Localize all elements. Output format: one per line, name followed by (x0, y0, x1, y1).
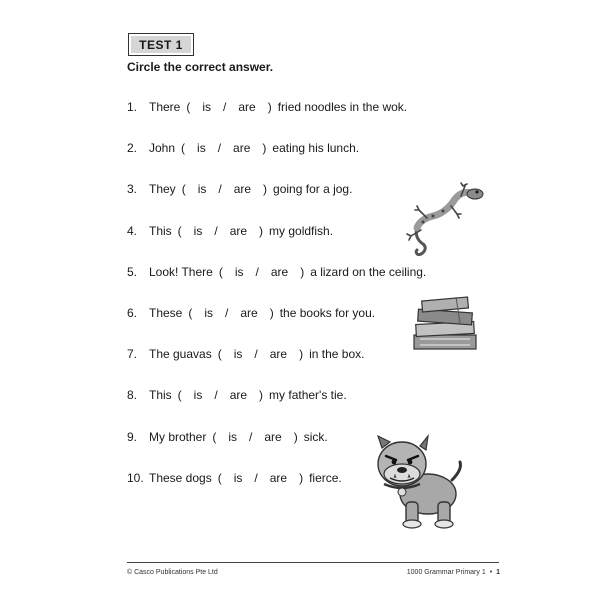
sentence-end: the books for you. (279, 306, 376, 320)
question-number: 6. (127, 306, 138, 320)
test-label-text: TEST 1 (139, 37, 183, 52)
question-row (127, 100, 407, 114)
option-is[interactable]: is (233, 347, 243, 361)
sentence-end: my goldfish. (269, 224, 334, 238)
question-number: 9. (127, 430, 138, 444)
sentence-end: sick. (303, 430, 328, 444)
open-bracket: ( (218, 265, 223, 279)
open-bracket: ( (188, 306, 193, 320)
option-slash: / (225, 306, 229, 320)
option-are[interactable]: are (238, 100, 256, 114)
close-bracket: ) (293, 430, 298, 444)
sentence-end: in the box. (309, 347, 365, 361)
books-illustration (410, 293, 482, 353)
close-bracket: ) (269, 306, 274, 320)
question-row (127, 265, 426, 279)
option-are[interactable]: are (270, 265, 289, 279)
close-bracket: ) (262, 141, 267, 155)
sentence-start: These (149, 306, 183, 320)
option-is[interactable]: is (233, 471, 243, 485)
option-slash: / (254, 347, 258, 361)
open-bracket: ( (181, 141, 186, 155)
option-is[interactable]: is (197, 141, 206, 155)
option-slash: / (254, 471, 258, 485)
open-bracket: ( (217, 471, 222, 485)
sentence-end: my father's tie. (269, 388, 347, 402)
sentence-end: a lizard on the ceiling. (310, 265, 427, 279)
question-number: 2. (127, 141, 138, 155)
sentence-end: going for a jog. (273, 182, 353, 196)
question-row (127, 388, 347, 402)
sentence-start: They (149, 182, 176, 196)
close-bracket: ) (259, 388, 264, 402)
page-number: 1 (496, 569, 500, 576)
option-slash: / (214, 388, 218, 402)
bulldog-illustration (372, 430, 468, 530)
question-row (127, 224, 333, 238)
option-are[interactable]: are (269, 471, 288, 485)
option-slash: / (223, 100, 227, 114)
test-label (128, 33, 194, 56)
option-slash: / (214, 224, 218, 238)
close-bracket: ) (267, 100, 272, 114)
option-are[interactable]: are (264, 430, 282, 444)
option-are[interactable]: are (229, 224, 248, 238)
open-bracket: ( (177, 224, 182, 238)
sentence-start: John (149, 141, 176, 155)
sentence-start: These dogs (149, 471, 212, 485)
sentence-start: Look! There (149, 265, 213, 279)
gecko-illustration (403, 180, 485, 260)
option-are[interactable]: are (233, 182, 252, 196)
question-number: 8. (127, 388, 138, 402)
question-number: 5. (127, 265, 138, 279)
instruction: Circle the correct answer. (127, 60, 274, 74)
question-row (127, 471, 342, 485)
sentence-start: There (149, 100, 181, 114)
option-is[interactable]: is (193, 388, 203, 402)
question-row (127, 430, 328, 444)
question-number: 3. (127, 182, 138, 196)
footer-bullet: • (489, 569, 493, 576)
question-number: 7. (127, 347, 138, 361)
option-is[interactable]: is (202, 100, 212, 114)
option-slash: / (255, 265, 259, 279)
sentence-start: This (149, 224, 172, 238)
option-slash: / (218, 182, 222, 196)
question-row (127, 347, 364, 361)
option-are[interactable]: are (229, 388, 248, 402)
footer-divider (127, 562, 499, 563)
question-number: 4. (127, 224, 138, 238)
option-are[interactable]: are (233, 141, 251, 155)
option-is[interactable]: is (204, 306, 214, 320)
option-slash: / (249, 430, 253, 444)
option-are[interactable]: are (240, 306, 258, 320)
sentence-end: fried noodles in the wok. (277, 100, 408, 114)
sentence-start: My brother (149, 430, 207, 444)
option-slash: / (217, 141, 222, 155)
close-bracket: ) (263, 182, 268, 196)
close-bracket: ) (259, 224, 264, 238)
question-row (127, 141, 359, 155)
book-title: 1000 Grammar Primary 1 (406, 569, 486, 576)
option-is[interactable]: is (197, 182, 207, 196)
open-bracket: ( (181, 182, 186, 196)
option-are[interactable]: are (269, 347, 288, 361)
open-bracket: ( (186, 100, 191, 114)
close-bracket: ) (300, 265, 305, 279)
question-number: 10. (127, 471, 144, 485)
option-is[interactable]: is (228, 430, 238, 444)
sentence-end: eating his lunch. (272, 141, 360, 155)
open-bracket: ( (177, 388, 182, 402)
option-is[interactable]: is (234, 265, 244, 279)
open-bracket: ( (217, 347, 222, 361)
open-bracket: ( (212, 430, 217, 444)
question-number: 1. (127, 100, 138, 114)
publisher-credit: © Casco Publications Pte Ltd (127, 569, 218, 576)
sentence-end: fierce. (309, 471, 342, 485)
option-is[interactable]: is (193, 224, 203, 238)
sentence-start: The guavas (149, 347, 212, 361)
sentence-start: This (149, 388, 172, 402)
close-bracket: ) (299, 347, 304, 361)
question-row (127, 182, 352, 196)
close-bracket: ) (299, 471, 304, 485)
question-row (127, 306, 375, 320)
page-footer (407, 569, 500, 576)
